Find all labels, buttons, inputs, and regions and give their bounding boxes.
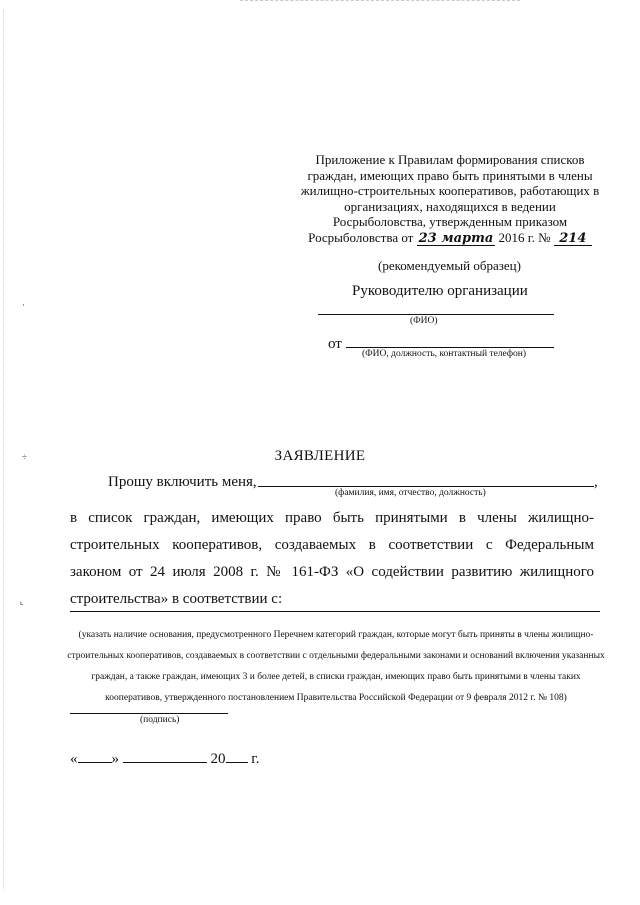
applicant-blank-line[interactable]	[258, 486, 594, 487]
request-text: Прошу включить меня,	[108, 474, 257, 490]
fio-caption: (ФИО)	[410, 316, 438, 326]
document-title: ЗАЯВЛЕНИЕ	[274, 448, 366, 464]
appendix-order-prefix: Росрыболовства от	[308, 229, 414, 245]
appendix-line: организациях, находящихся в ведении	[344, 198, 556, 214]
basis-note: (указать наличие основания, предусмотренного Перечнем категорий граждан, которые могут быть приняты в члены жилищно-строительных кооперативов, создаваемых в соответствии с отдельными федеральными законами и оснований включения указанных граждан, а также граждан, имеющих 3 и более детей, в списки граждан, имеющих право быть принятыми в члены таких кооперативов, утвержденного постановлением Правительства Российской Федерации от 9 февраля 2012 г. № 108)	[67, 630, 605, 703]
body-paragraph: в список граждан, имеющих право быть принятыми в члены жилищно-строительных кооперативов, создаваемых в соответствии с Федеральным законом от 24 июля 2008 г. № 161-ФЗ «О содействии развитию жилищного строительства» в соответствии с:	[70, 510, 594, 607]
appendix-approval-block	[300, 152, 600, 246]
appendix-line: Росрыболовства, утвержденным приказом	[332, 214, 568, 229]
appendix-order-line	[300, 230, 600, 246]
fio-blank-line[interactable]	[318, 314, 554, 315]
date-close-quote: »	[111, 751, 119, 767]
scan-mark: ᒻ	[20, 600, 24, 610]
appendix-line: жилищно-строительных кооперативов, работающих в	[300, 183, 600, 198]
request-comma: ,	[594, 474, 598, 490]
date-century: 20	[210, 751, 226, 767]
scan-mark: ÷	[22, 452, 27, 462]
applicant-caption: (фамилия, имя, отчество, должность)	[335, 488, 486, 498]
appendix-line: Приложение к Правилам формирования списков	[315, 152, 585, 167]
month-blank[interactable]	[123, 750, 207, 763]
from-caption: (ФИО, должность, контактный телефон)	[362, 349, 527, 359]
day-blank[interactable]	[78, 750, 112, 763]
from-label: от	[328, 336, 342, 352]
signature-caption: (подпись)	[140, 715, 180, 725]
date-open-quote: «	[70, 751, 78, 767]
scan-border-top	[240, 0, 520, 1]
addressee-heading: Руководителю организации	[352, 283, 528, 299]
date-line	[70, 750, 259, 768]
year-blank[interactable]	[226, 750, 248, 763]
from-blank-line[interactable]	[346, 347, 554, 348]
signature-blank-line[interactable]	[70, 713, 228, 714]
handwritten-order-number: 214	[554, 232, 592, 246]
appendix-line: граждан, имеющих право быть принятыми в члены	[307, 167, 593, 183]
recommended-sample-label: (рекомендуемый образец)	[378, 258, 521, 273]
handwritten-order-date: 23 марта	[418, 230, 494, 246]
scan-mark: ·	[22, 300, 25, 310]
date-year-suffix: г.	[251, 751, 260, 767]
basis-blank-line[interactable]	[70, 611, 600, 612]
appendix-order-year: 2016 г. №	[498, 229, 551, 245]
